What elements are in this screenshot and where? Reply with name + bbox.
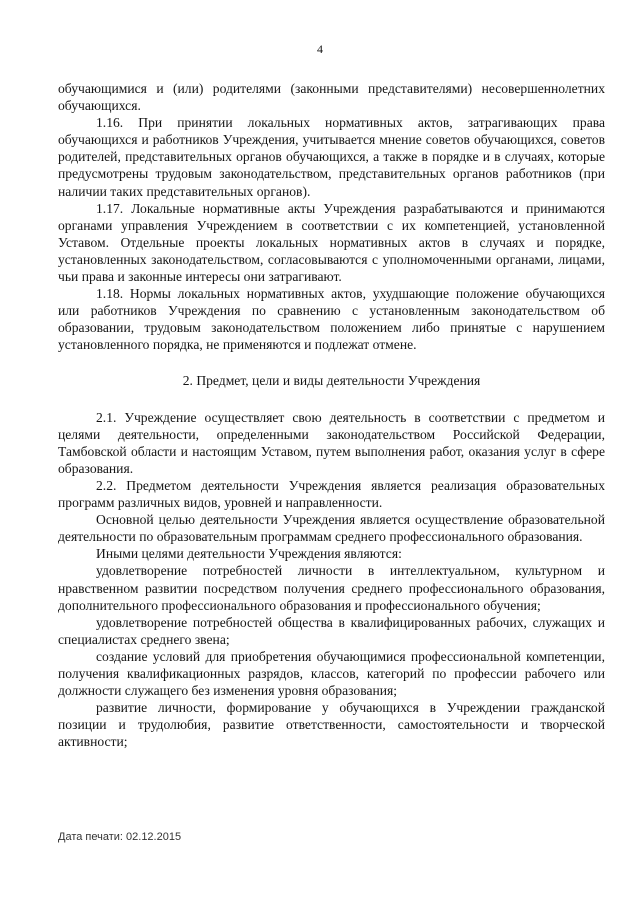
- page-number: 4: [317, 42, 323, 56]
- goal-item: создание условий для приобретения обучающимися профессиональной компетенции, получения квалификационных разрядов, классов, категорий по профессии рабочего или должности служащего без изменения уровня образования;: [58, 648, 605, 699]
- paragraph-continuation: обучающимися и (или) родителями (законными представителями) несовершеннолетних обучающихся.: [58, 81, 605, 114]
- print-date: Дата печати: 02.12.2015: [58, 831, 182, 843]
- paragraph-1-17: 1.17. Локальные нормативные акты Учреждения разрабатываются и принимаются органами управления Учреждением в соответствии с их компетенцией, установленной Уставом. Отдельные проекты локальных нормативных актов в случаях и порядке, установленных законодательством, согласовываются с уполномоченными органами, лицами, чьи права и законные интересы они затрагивают.: [58, 200, 605, 285]
- paragraph-other-goals-intro: Иными целями деятельности Учреждения являются:: [96, 546, 402, 562]
- goal-item: развитие личности, формирование у обучающихся в Учреждении гражданской позиции и трудолюбия, развитие ответственности, самостоятельности и творческой активности;: [58, 700, 605, 750]
- section-heading: 2. Предмет, цели и виды деятельности Учреждения: [182, 372, 481, 388]
- paragraph-main-goal: Основной целью деятельности Учреждения является осуществление образовательной деятельности по образовательным программам среднего профессионального образования.: [58, 512, 605, 545]
- paragraph-2-2: 2.2. Предметом деятельности Учреждения является реализация образовательных программ различных видов, уровней и направленности.: [58, 477, 605, 511]
- paragraph-1-16: 1.16. При принятии локальных нормативных актов, затрагивающих права обучающихся и работников Учреждения, учитывается мнение советов обучающихся, советов родителей, представительных органов обучающихся, а также в порядке и в случаях, которые предусмотрены трудовым законодательством, представительных органов работников (при наличии таких представительных органов).: [58, 115, 605, 199]
- paragraph-2-1: 2.1. Учреждение осуществляет свою деятельность в соответствии с предметом и целями деятельности, определенными законодательством Российской Федерации, Тамбовской области и настоящим Уставом, путем выполнения работ, оказания услуг в сфере образования.: [58, 409, 605, 476]
- paragraph-1-18: 1.18. Нормы локальных нормативных актов, ухудшающие положение обучающихся или работников Учреждения по сравнению с установленным законодательством об образовании, трудовым законодательством положением либо принятые с нарушением установленного порядка, не применяются и подлежат отмене.: [58, 286, 605, 353]
- goal-item: удовлетворение потребностей общества в квалифицированных рабочих, служащих и специалистах среднего звена;: [58, 614, 605, 647]
- goal-item: удовлетворение потребностей личности в интеллектуальном, культурном и нравственном развитии посредством получения среднего профессионального образования, дополнительного профессионального образования и профессионального обучения;: [58, 563, 605, 613]
- document-body: [58, 80, 605, 750]
